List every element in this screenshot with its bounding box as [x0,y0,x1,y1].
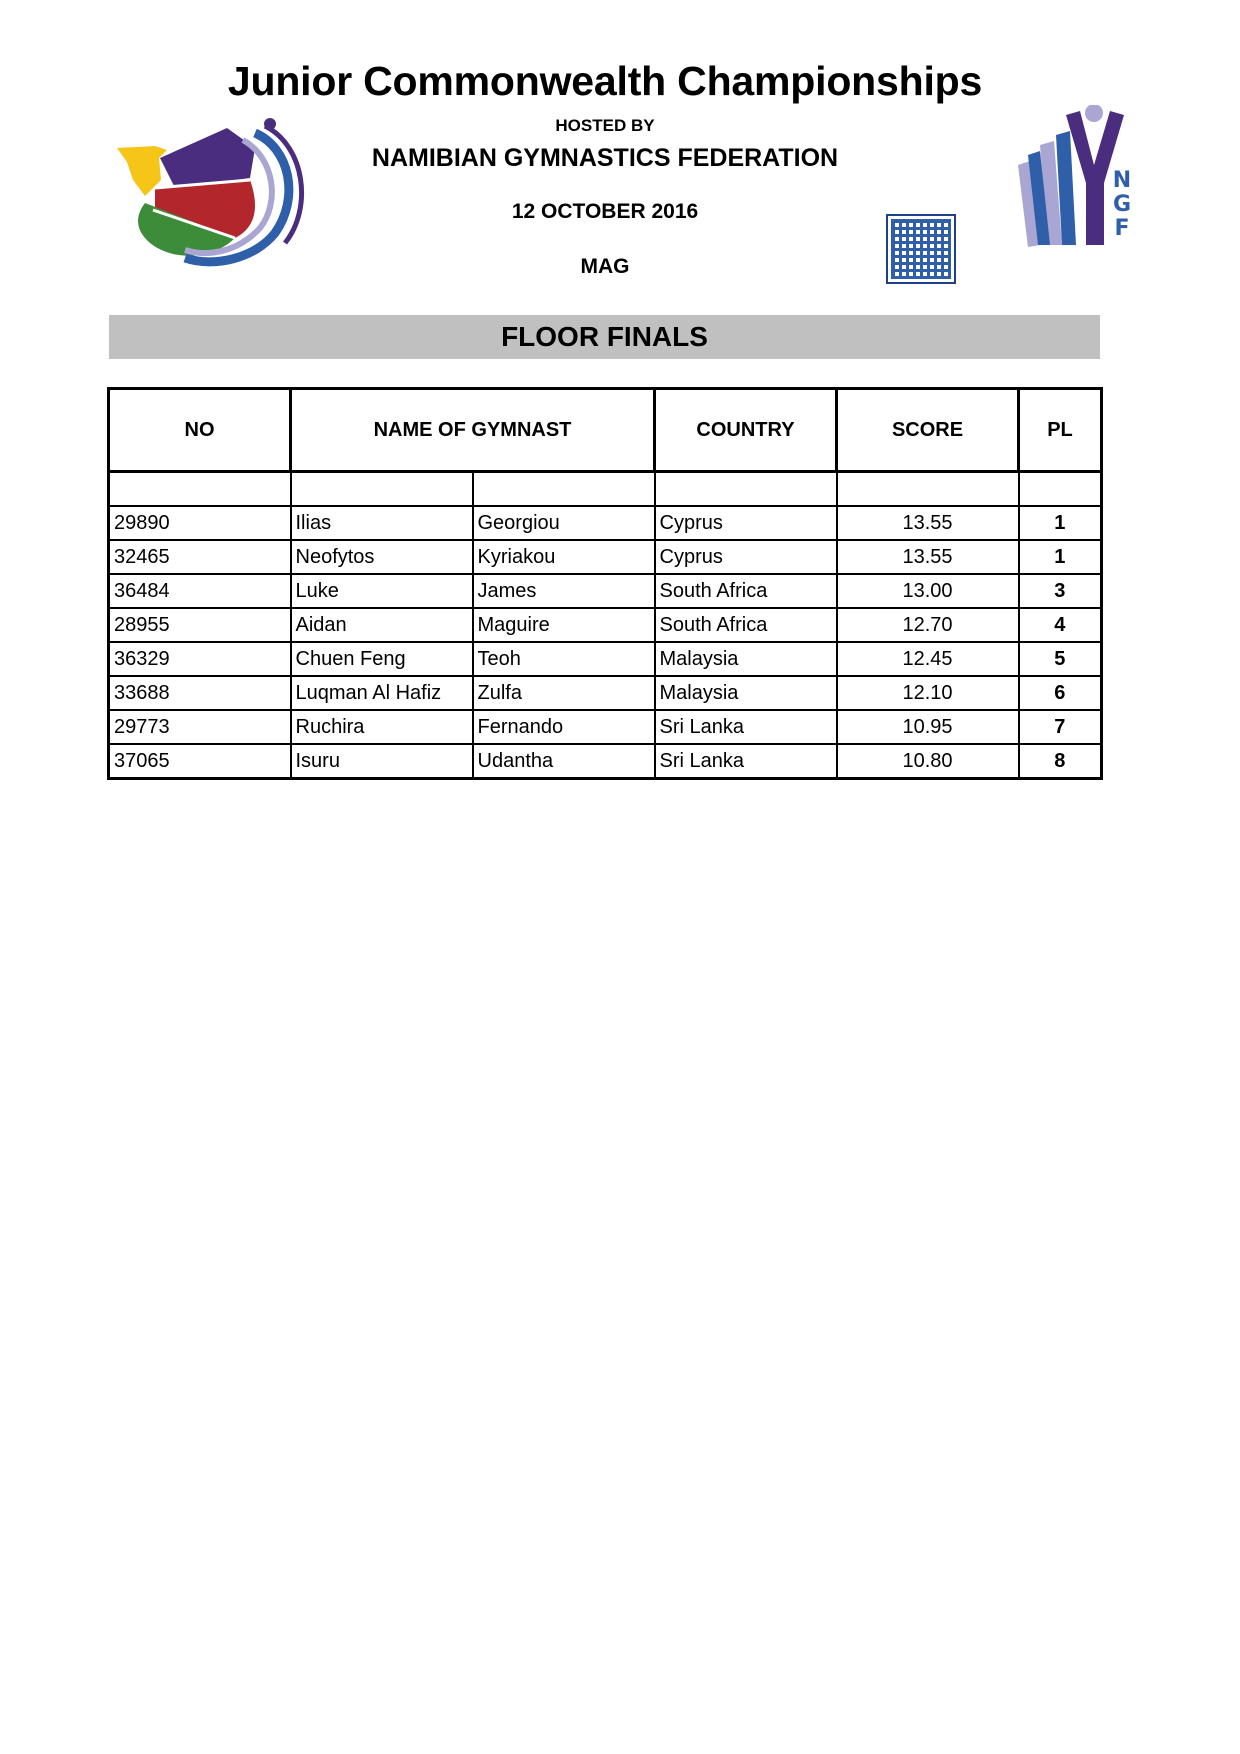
cell-country: Sri Lanka [655,744,837,779]
cell-no: 36329 [109,642,291,676]
header-country: COUNTRY [655,389,837,472]
cell-country: Sri Lanka [655,710,837,744]
cell-score: 10.80 [837,744,1019,779]
cell-no: 36484 [109,574,291,608]
svg-text:F: F [1114,216,1130,241]
results-table [107,387,1103,780]
cell-last-name: Zulfa [473,676,655,710]
ngf-logo-text: N [1112,168,1132,193]
cell-country: South Africa [655,574,837,608]
cell-place: 1 [1019,506,1102,540]
cell-country: Malaysia [655,676,837,710]
cell-no: 33688 [109,676,291,710]
cell-place: 4 [1019,608,1102,642]
cell-place: 5 [1019,642,1102,676]
cell-first-name: Ilias [291,506,473,540]
cell-last-name: Udantha [473,744,655,779]
table-row [109,710,1102,744]
cell-first-name: Neofytos [291,540,473,574]
federation-name: NAMIBIAN GYMNASTICS FEDERATION [371,144,839,172]
cell-no: 37065 [109,744,291,779]
header-no: NO [109,389,291,472]
table-row [109,608,1102,642]
cell-no: 32465 [109,540,291,574]
hosted-by-label: HOSTED BY [555,116,655,135]
cell-no: 28955 [109,608,291,642]
championship-logo-icon [115,118,315,268]
cell-score: 12.45 [837,642,1019,676]
cell-first-name: Luke [291,574,473,608]
cell-place: 8 [1019,744,1102,779]
table-row [109,506,1102,540]
cell-score: 12.10 [837,676,1019,710]
event-date: 12 OCTOBER 2016 [511,200,699,223]
cell-country: Cyprus [655,540,837,574]
cell-last-name: Teoh [473,642,655,676]
cell-no: 29773 [109,710,291,744]
cell-first-name: Luqman Al Hafiz [291,676,473,710]
cell-score: 13.00 [837,574,1019,608]
cell-first-name: Ruchira [291,710,473,744]
cell-last-name: Maguire [473,608,655,642]
cell-no: 29890 [109,506,291,540]
floor-finals-banner: FLOOR FINALS [109,315,1100,359]
header-score: SCORE [837,389,1019,472]
cell-score: 10.95 [837,710,1019,744]
cell-first-name: Isuru [291,744,473,779]
cell-last-name: Georgiou [473,506,655,540]
cell-score: 13.55 [837,506,1019,540]
header-pl: PL [1019,389,1102,472]
svg-text:G: G [1112,192,1132,217]
table-row [109,642,1102,676]
cell-first-name: Chuen Feng [291,642,473,676]
table-header-row [109,389,1102,472]
cell-last-name: Fernando [473,710,655,744]
cell-score: 12.70 [837,608,1019,642]
page-title: Junior Commonwealth Championships [227,58,983,104]
discipline-label: MAG [580,255,630,278]
cell-last-name: Kyriakou [473,540,655,574]
table-row [109,574,1102,608]
table-row [109,676,1102,710]
cell-place: 6 [1019,676,1102,710]
cell-country: Malaysia [655,642,837,676]
cell-place: 1 [1019,540,1102,574]
cell-place: 7 [1019,710,1102,744]
cell-score: 13.55 [837,540,1019,574]
cell-last-name: James [473,574,655,608]
header-name: NAME OF GYMNAST [291,389,655,472]
cell-country: Cyprus [655,506,837,540]
table-row [109,744,1102,779]
cell-country: South Africa [655,608,837,642]
grid-logo-icon [886,214,956,284]
ngf-logo-icon [1010,105,1140,255]
cell-first-name: Aidan [291,608,473,642]
table-row [109,540,1102,574]
cell-place: 3 [1019,574,1102,608]
